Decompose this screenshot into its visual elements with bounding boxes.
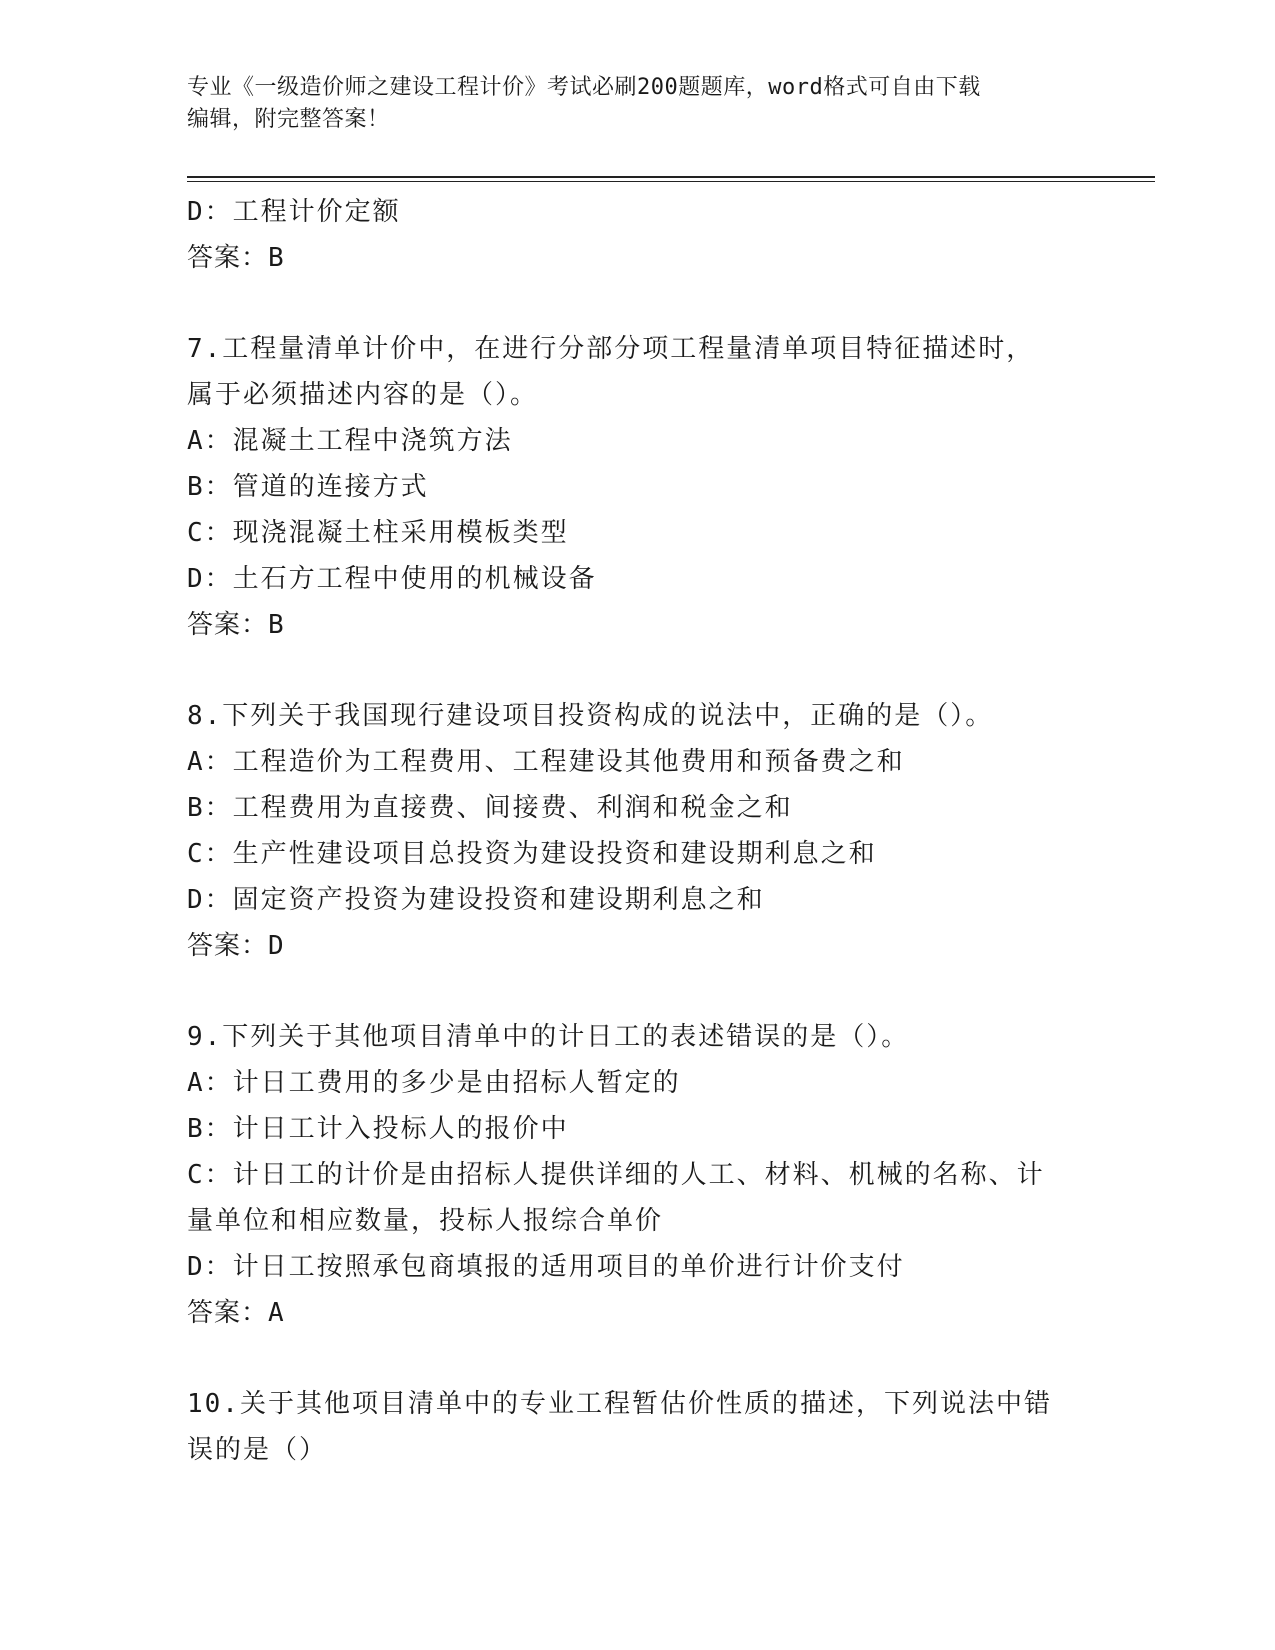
q7-option-c: C：现浇混凝土柱采用模板类型 xyxy=(187,518,569,548)
q9-option-c-line-1: C：计日工的计价是由招标人提供详细的人工、材料、机械的名称、计 xyxy=(187,1160,1045,1190)
page-header xyxy=(187,72,1087,136)
q8-option-c: C：生产性建设项目总投资为建设投资和建设期利息之和 xyxy=(187,839,877,869)
spacer xyxy=(187,1336,1087,1381)
q9-option-a: A：计日工费用的多少是由招标人暂定的 xyxy=(187,1068,681,1098)
q10-stem-line-2: 误的是（） xyxy=(187,1435,328,1465)
q10-stem-line-1: 10.关于其他项目清单中的专业工程暂估价性质的描述，下列说法中错 xyxy=(187,1389,1052,1419)
header-line-1: 专业《一级造价师之建设工程计价》考试必刷200题题库，word格式可自由下载 xyxy=(187,75,981,100)
header-rule-thick xyxy=(187,176,1155,178)
q9-option-d: D：计日工按照承包商填报的适用项目的单价进行计价支付 xyxy=(187,1252,905,1282)
prev-answer: 答案：B xyxy=(187,243,285,273)
q7-option-d: D：土石方工程中使用的机械设备 xyxy=(187,564,597,594)
q7-stem-line-2: 属于必须描述内容的是（）。 xyxy=(187,380,539,410)
q8-stem: 8.下列关于我国现行建设项目投资构成的说法中，正确的是（）。 xyxy=(187,701,994,731)
spacer xyxy=(187,969,1087,1014)
q8-answer: 答案：D xyxy=(187,931,285,961)
prev-option-d: D：工程计价定额 xyxy=(187,197,401,227)
spacer xyxy=(187,648,1087,693)
q8-option-a: A：工程造价为工程费用、工程建设其他费用和预备费之和 xyxy=(187,747,905,777)
q9-answer: 答案：A xyxy=(187,1298,285,1328)
spacer xyxy=(187,281,1087,326)
q7-option-a: A：混凝土工程中浇筑方法 xyxy=(187,426,513,456)
q9-stem: 9.下列关于其他项目清单中的计日工的表述错误的是（）。 xyxy=(187,1022,910,1052)
q9-option-b: B：计日工计入投标人的报价中 xyxy=(187,1114,569,1144)
q8-option-d: D：固定资产投资为建设投资和建设期利息之和 xyxy=(187,885,765,915)
header-line-2: 编辑，附完整答案！ xyxy=(187,107,390,132)
header-rule-thin xyxy=(187,181,1155,182)
q7-option-b: B：管道的连接方式 xyxy=(187,472,429,502)
q8-option-b: B：工程费用为直接费、间接费、利润和税金之和 xyxy=(187,793,793,823)
question-content xyxy=(187,189,1087,1473)
q7-stem-line-1: 7.工程量清单计价中，在进行分部分项工程量清单项目特征描述时， xyxy=(187,334,1035,364)
q7-answer: 答案：B xyxy=(187,610,285,640)
q9-option-c-line-2: 量单位和相应数量，投标人报综合单价 xyxy=(187,1206,664,1236)
